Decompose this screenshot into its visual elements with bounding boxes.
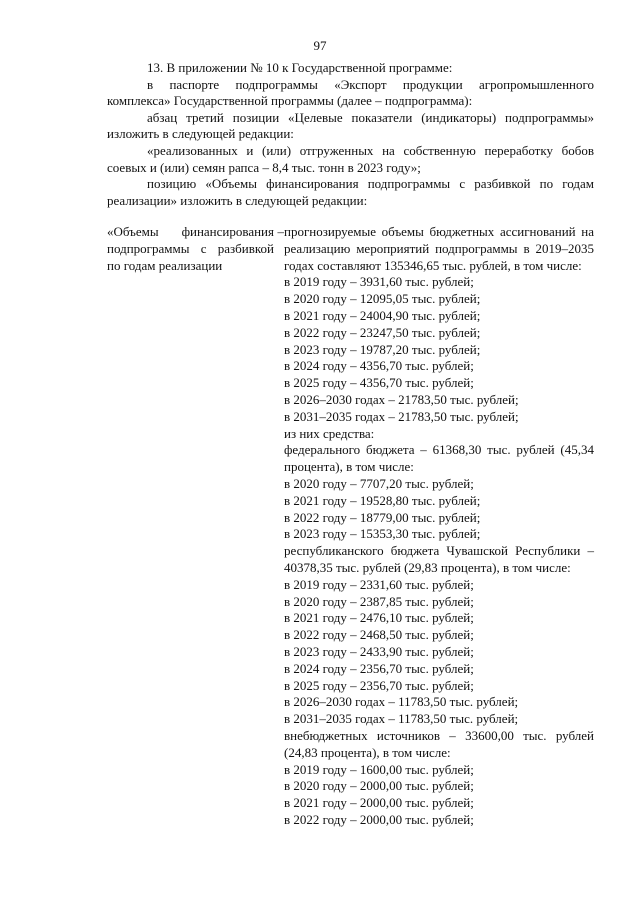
total-year-line: в 2026–2030 годах – 21783,50 тыс. рублей;: [284, 391, 519, 407]
total-year-line: в 2020 году – 12095,05 тыс. рублей;: [284, 291, 481, 307]
intro-paragraph: позицию «Объемы финансирования подпрограммы с разбивкой по годам реализации» изложить в следующей редакции:: [107, 176, 594, 208]
extrabudget-year-line: в 2022 году – 2000,00 тыс. рублей;: [284, 811, 474, 827]
federal-year-line: в 2020 году – 7707,20 тыс. рублей;: [284, 475, 474, 491]
total-year-line: в 2023 году – 19787,20 тыс. рублей;: [284, 341, 481, 357]
page-number: 97: [313, 38, 327, 53]
passport-label: «Объемы финансирования подпрограммы с разбивкой по годам реализации: [107, 224, 274, 273]
federal-funding: федерального бюджета – 61368,30 тыс. рублей (45,34 процента), в том числе:: [284, 442, 594, 475]
republic-year-line: в 2031–2035 годах – 11783,50 тыс. рублей;: [284, 711, 519, 727]
total-funding: прогнозируемые объемы бюджетных ассигнований на реализацию мероприятий подпрограммы в 2019–2035 годах составляют 135346,65 тыс. рублей, в том числе:: [284, 224, 594, 273]
republic-year-line: в 2021 году – 2476,10 тыс. рублей;: [284, 610, 474, 626]
total-year-line: в 2019 году – 3931,60 тыс. рублей;: [284, 274, 474, 290]
total-year-line: в 2024 году – 4356,70 тыс. рублей;: [284, 358, 474, 374]
total-year-line: в 2021 году – 24004,90 тыс. рублей;: [284, 307, 481, 323]
republic-year-line: в 2025 году – 2356,70 тыс. рублей;: [284, 677, 474, 693]
republic-year-line: в 2024 году – 2356,70 тыс. рублей;: [284, 660, 474, 676]
federal-year-line: в 2021 году – 19528,80 тыс. рублей;: [284, 492, 481, 508]
extrabudget-funding: внебюджетных источников – 33600,00 тыс. рублей (24,83 процента), в том числе:: [284, 727, 594, 760]
republic-year-line: в 2020 году – 2387,85 тыс. рублей;: [284, 593, 474, 609]
federal-year-line: в 2022 году – 18779,00 тыс. рублей;: [284, 509, 481, 525]
passport-value-cell: [284, 224, 594, 829]
extrabudget-year-line: в 2020 году – 2000,00 тыс. рублей;: [284, 778, 474, 794]
of-them-line: из них средства:: [284, 425, 375, 441]
intro-paragraph: в паспорте подпрограммы «Экспорт продукции агропромышленного комплекса» Государственной программы (далее – подпрограмма):: [107, 76, 594, 109]
intro-paragraph: абзац третий позиции «Целевые показатели (индикаторы) подпрограммы» изложить в следующей редакции:: [107, 109, 594, 142]
total-year-line: в 2022 году – 23247,50 тыс. рублей;: [284, 324, 481, 340]
intro-paragraph: 13. В приложении № 10 к Государственной программе:: [147, 60, 453, 75]
intro-text: [107, 60, 594, 209]
passport-dash: –: [277, 224, 284, 239]
republic-year-line: в 2022 году – 2468,50 тыс. рублей;: [284, 627, 474, 643]
republic-funding: республиканского бюджета Чувашской Республики – 40378,35 тыс. рублей (29,83 процента), в том числе:: [284, 543, 594, 575]
federal-year-line: в 2023 году – 15353,30 тыс. рублей;: [284, 526, 481, 542]
total-year-line: в 2031–2035 годах – 21783,50 тыс. рублей;: [284, 408, 519, 424]
passport-label-cell: [107, 224, 284, 274]
republic-year-line: в 2019 году – 2331,60 тыс. рублей;: [284, 576, 474, 592]
republic-year-line: в 2026–2030 годах – 11783,50 тыс. рублей;: [284, 694, 519, 710]
extrabudget-year-line: в 2019 году – 1600,00 тыс. рублей;: [284, 761, 474, 777]
total-year-line: в 2025 году – 4356,70 тыс. рублей;: [284, 375, 474, 391]
extrabudget-year-line: в 2021 году – 2000,00 тыс. рублей;: [284, 795, 474, 811]
republic-year-line: в 2023 году – 2433,90 тыс. рублей;: [284, 643, 474, 659]
intro-paragraph: «реализованных и (или) отгруженных на собственную переработку бобов соевых и (или) семян рапса – 8,4 тыс. тонн в 2023 году»;: [107, 142, 594, 175]
